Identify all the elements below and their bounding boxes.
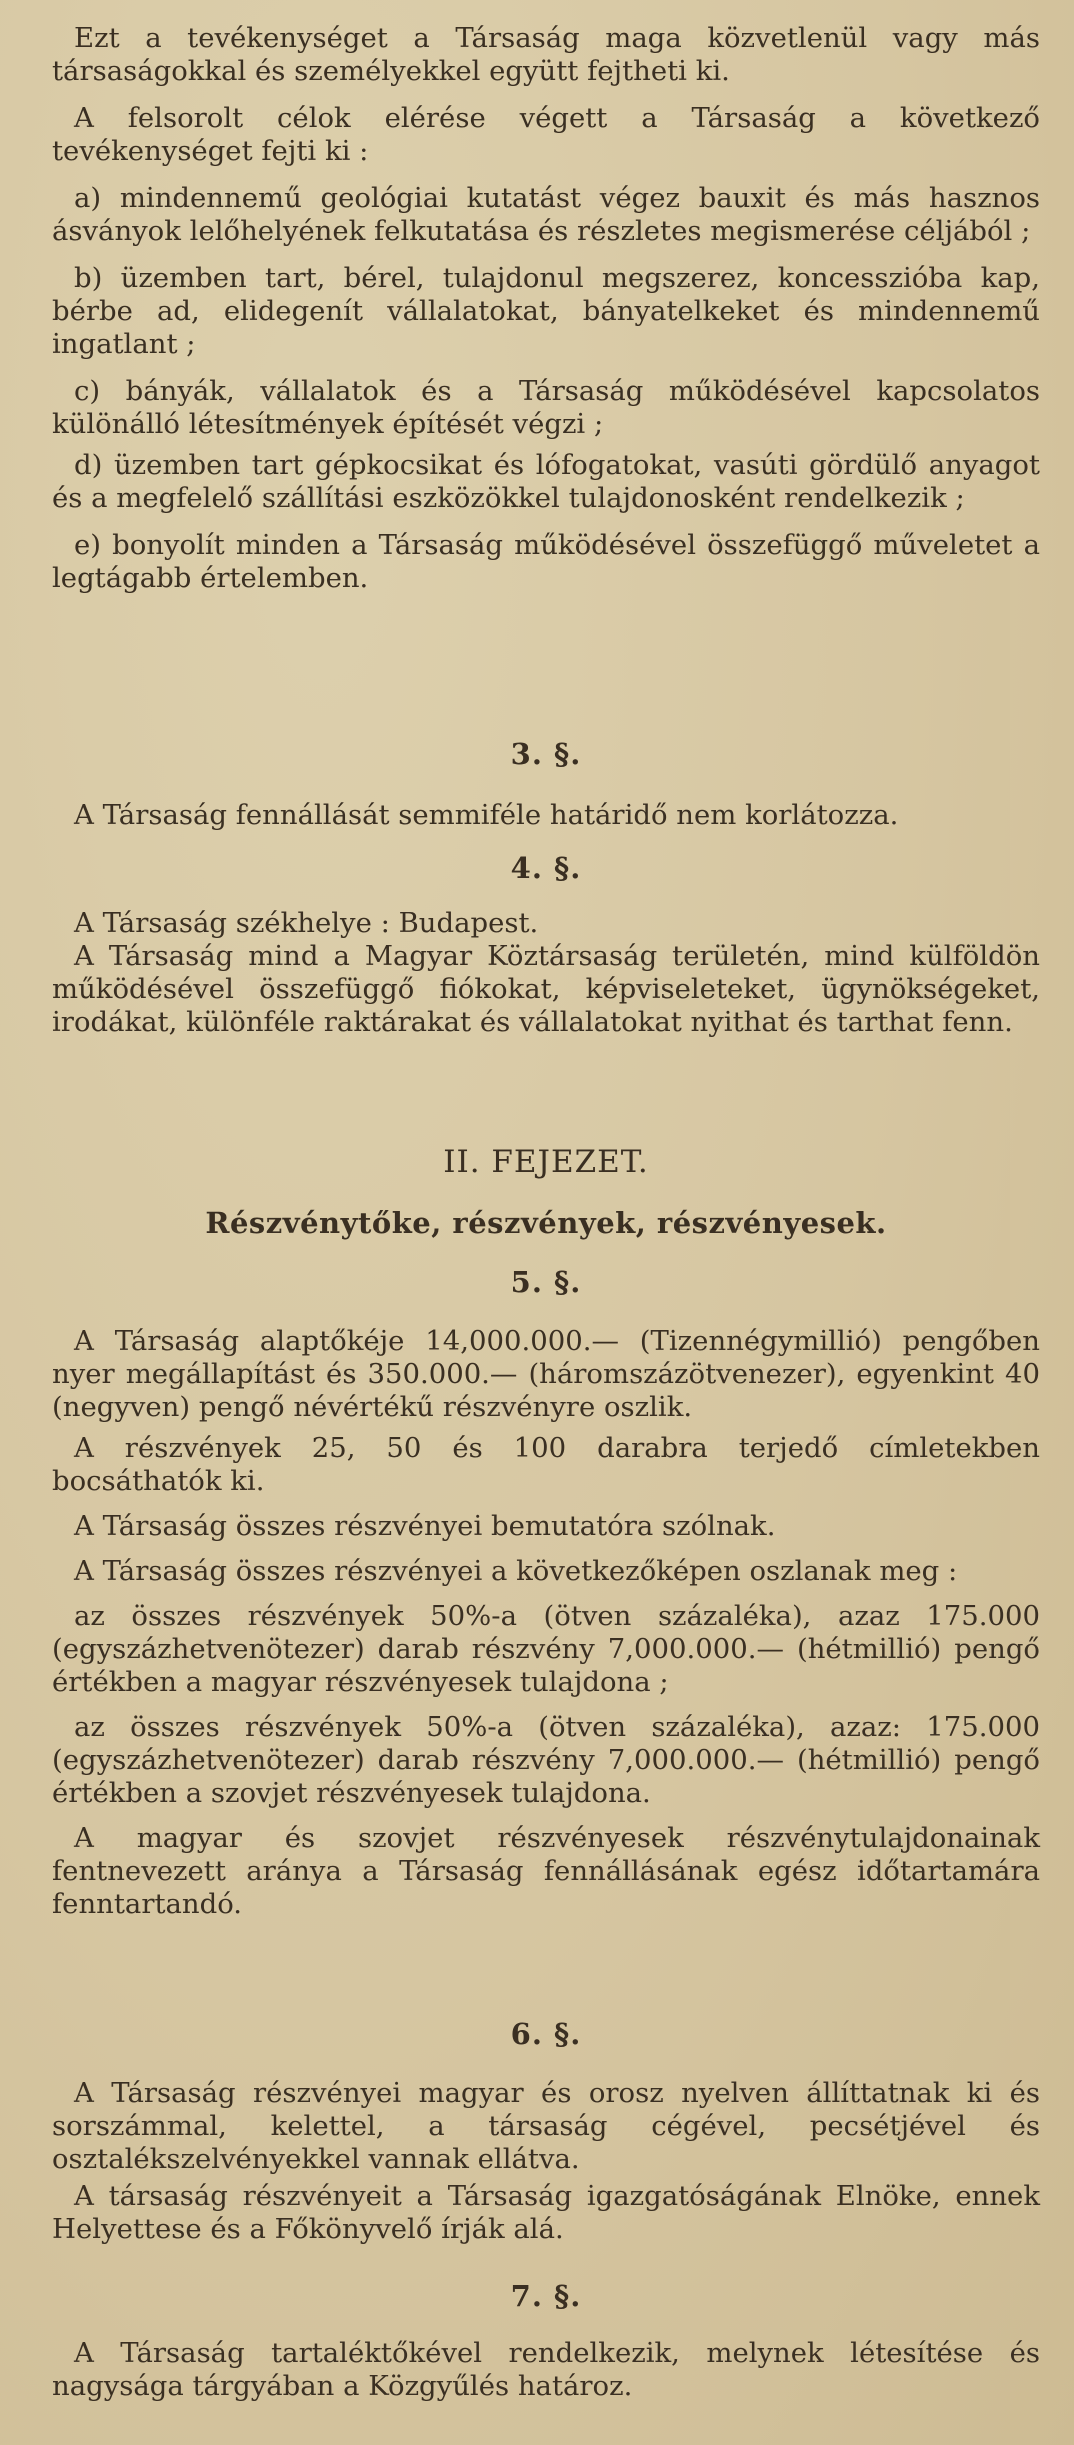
paragraph: A Társaság részvényei magyar és orosz nyelven állíttatnak ki és sorszámmal, kelettel, a társaság cégével, pecsétjével és osztalékszelvényekkel vannak ellátva. [52,2077,1040,2175]
section-heading: 7. §. [510,2279,582,2313]
chapter-2 [52,1146,1040,1240]
list-item-b: b) üzemben tart, bérel, tulajdonul megszerez, koncesszióba kap, bérbe ad, elidegenít vállalatokat, bányatelkeket és mindennemű ingatlant ; [52,262,1040,360]
paragraph: A társaság részvényeit a Társaság igazgatóságának Elnöke, ennek Helyettese és a Főkönyvelő írják alá. [52,2180,1040,2245]
paragraph: A Társaság fennállását semmiféle határidő nem korlátozza. [74,799,899,831]
paragraph: az összes részvények 50%-a (ötven százaléka), azaz 175.000 (egyszázhetvenötezer) darab részvény 7,000.000.— (hétmillió) pengő értékben a magyar részvényesek tulajdona ; [52,1600,1040,1698]
paragraph: A Társaság tartaléktőkével rendelkezik, melynek létesítése és nagysága tárgyában a Közgyűlés határoz. [52,2337,1040,2402]
paragraph: Ezt a tevékenységet a Társaság maga közvetlenül vagy más társaságokkal és személyekkel együtt fejtheti ki. [52,22,1040,87]
list-item-d: d) üzemben tart gépkocsikat és lófogatokat, vasúti gördülő anyagot és a megfelelő szállítási eszközökkel tulajdonosként rendelkezik ; [52,449,1040,514]
paragraph: az összes részvények 50%-a (ötven százaléka), azaz: 175.000 (egyszázhetvenötezer) darab részvény 7,000.000.— (hétmillió) pengő értékben a szovjet részvényesek tulajdona. [52,1711,1040,1809]
section-4 [52,852,1040,1039]
chapter-title: Részvénytőke, részvények, részvényesek. [205,1206,887,1240]
section-3 [52,738,1040,832]
paragraph: A részvények 25, 50 és 100 darabra terjedő címletekben bocsáthatók ki. [52,1432,1040,1497]
section-7 [52,2280,1040,2403]
section-5 [52,1266,1040,1921]
list-item-e: e) bonyolít minden a Társaság működésével összefüggő műveletet a legtágabb értelemben. [52,529,1040,594]
section-heading: 6. §. [510,2017,582,2051]
section-2-continuation [52,22,1040,595]
paragraph: A Társaság székhelye : Budapest. [74,907,539,939]
section-heading: 5. §. [510,1265,582,1299]
paragraph: A Társaság összes részvényei bemutatóra szólnak. [74,1510,776,1542]
section-heading: 3. §. [510,737,582,771]
paragraph: A felsorolt célok elérése végett a Társaság a következő tevékenységet fejti ki : [52,102,1040,167]
paragraph: A magyar és szovjet részvényesek részvénytulajdonainak fentnevezett aránya a Társaság fennállásának egész időtartamára fenntartandó. [52,1822,1040,1920]
section-heading: 4. §. [510,851,582,885]
paragraph: A Társaság mind a Magyar Köztársaság területén, mind külföldön működésével összefüggő fiókokat, képviseleteket, ügynökségeket, irodákat, különféle raktárakat és vállalatokat nyithat és tarthat fenn. [52,940,1040,1038]
paragraph: A Társaság összes részvényei a következőképen oszlanak meg : [74,1555,958,1587]
list-item-c: c) bányák, vállalatok és a Társaság működésével kapcsolatos különálló létesítmények építését végzi ; [52,375,1040,440]
paragraph: A Társaság alaptőkéje 14,000.000.— (Tizennégymillió) pengőben nyer megállapítást és 350.000.— (háromszázötvenezer), egyenkint 40 (negyven) pengő névértékű részvényre oszlik. [52,1325,1040,1423]
chapter-heading: II. FEJEZET. [443,1144,649,1180]
list-item-a: a) mindennemű geológiai kutatást végez bauxit és más hasznos ásványok lelőhelyének felkutatása és részletes megismerése céljából ; [52,182,1040,247]
section-6 [52,2018,1040,2246]
